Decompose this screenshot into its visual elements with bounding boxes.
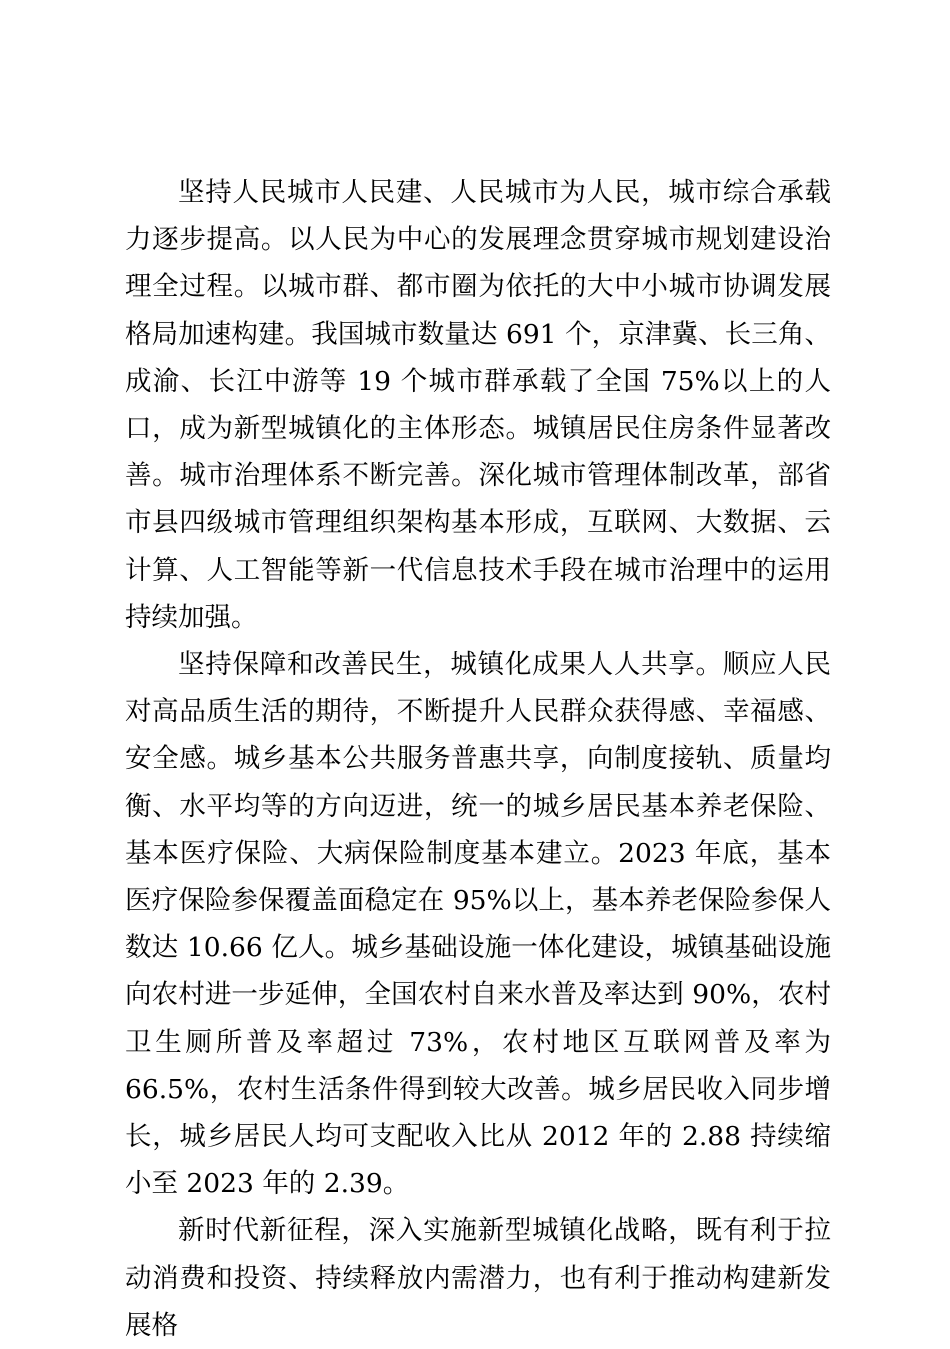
paragraph-urban-capacity: 坚持人民城市人民建、人民城市为人民，城市综合承载力逐步提高。以人民为中心的发展理念贯穿城市规划建设治理全过程。以城市群、都市圈为依托的大中小城市协调发展格局加速构建。我国城市数量达 691 个，京津冀、长三角、成渝、长江中游等 19 个城市群承载了全国 75%以上的人口，成为新型城镇化的主体形态。城镇居民住房条件显著改善。城市治理体系不断完善。深化城市管理体制改革，部省市县四级城市管理组织架构基本形成，互联网、大数据、云计算、人工智能等新一代信息技术手段在城市治理中的运用持续加强。 xyxy=(125,177,831,633)
body-text xyxy=(125,169,831,1349)
paragraph-livelihood: 坚持保障和改善民生，城镇化成果人人共享。顺应人民对高品质生活的期待，不断提升人民群众获得感、幸福感、安全感。城乡基本公共服务普惠共享，向制度接轨、质量均衡、水平均等的方向迈进，统一的城乡居民基本养老保险、基本医疗保险、大病保险制度基本建立。2023 年底，基本医疗保险参保覆盖面稳定在 95%以上，基本养老保险参保人数达 10.66 亿人。城乡基础设施一体化建设，城镇基础设施向农村进一步延伸，全国农村自来水普及率达到 90%，农村卫生厕所普及率超过 73%，农村地区互联网普及率为 66.5%，农村生活条件得到较大改善。城乡居民收入同步增长，城乡居民人均可支配收入比从 2012 年的 2.88 持续缩小至 2023 年的 2.39。 xyxy=(125,649,831,1200)
paragraph-new-era: 新时代新征程，深入实施新型城镇化战略，既有利于拉动消费和投资、持续释放内需潜力，也有利于推动构建新发展格 xyxy=(125,1215,831,1341)
